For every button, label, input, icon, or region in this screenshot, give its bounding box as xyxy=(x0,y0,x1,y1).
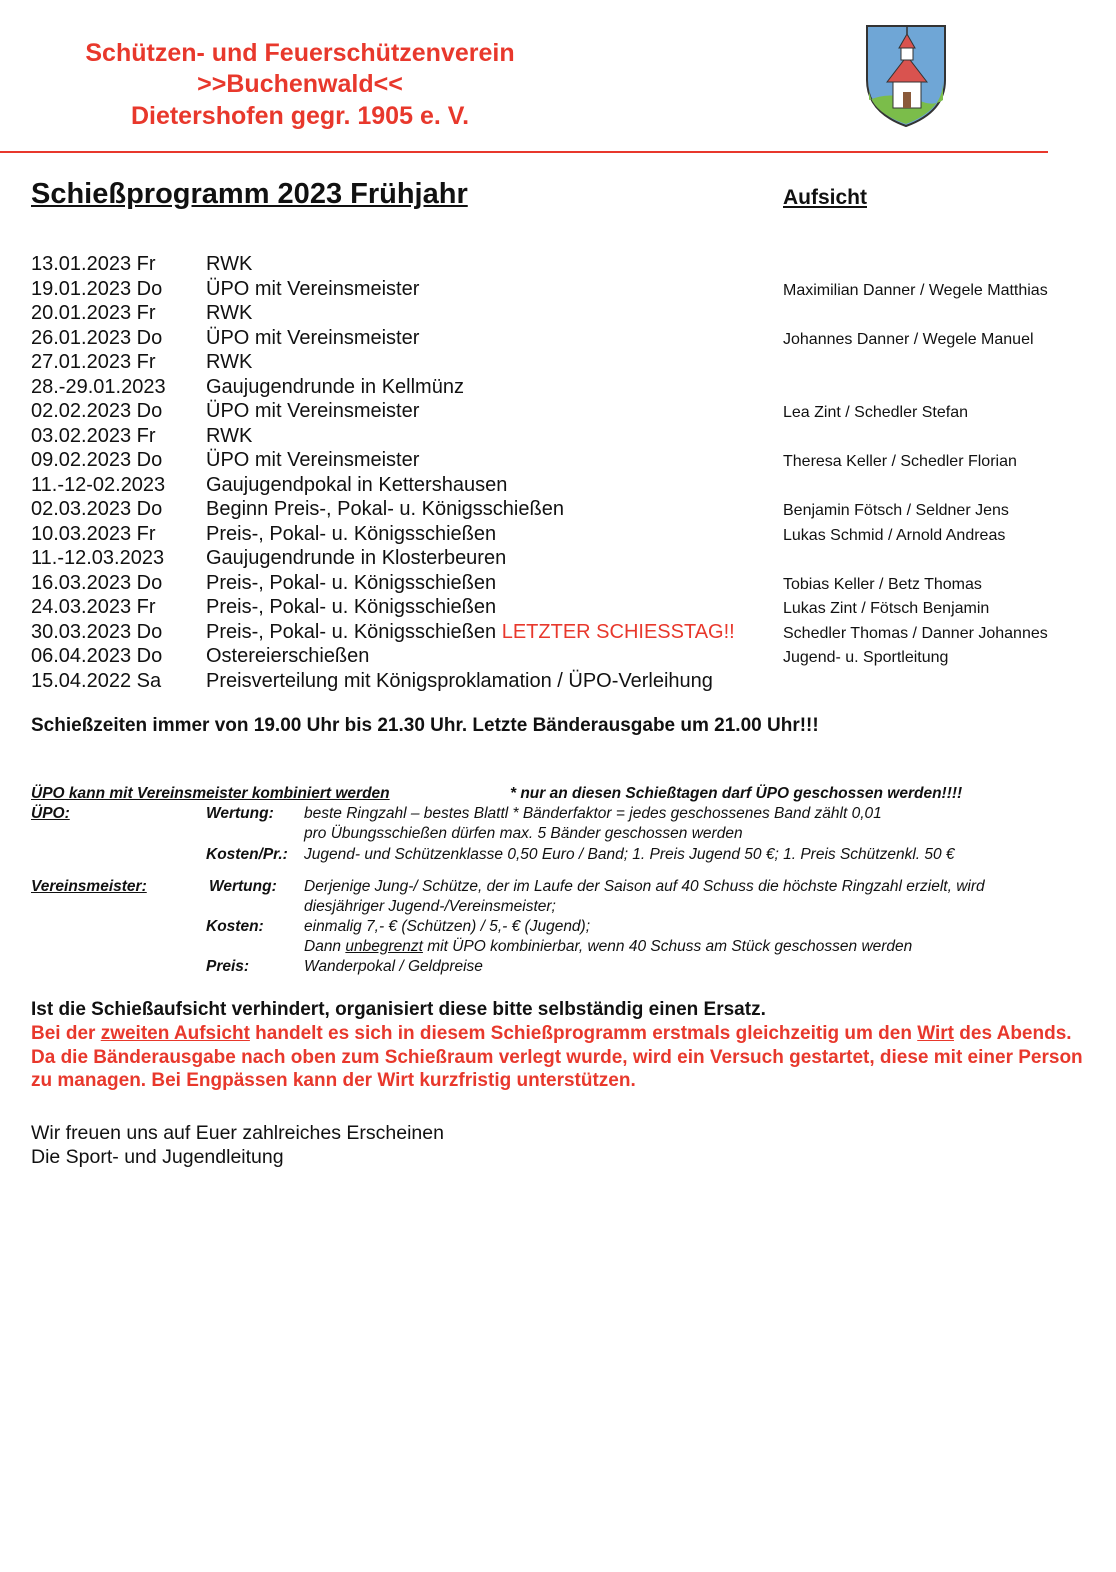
schedule-event-text: Preis-, Pokal- u. Königsschießen xyxy=(206,522,497,545)
schedule-row xyxy=(31,375,1111,400)
schedule-event xyxy=(206,644,369,668)
schedule-supervision: Johannes Danner / Wegele Manuel xyxy=(783,330,1034,348)
schedule-event-text: ÜPO mit Vereinsmeister xyxy=(206,400,420,422)
schedule-event-text: ÜPO mit Vereinsmeister xyxy=(206,326,420,349)
upo-label: ÜPO: xyxy=(31,805,70,822)
schedule-row xyxy=(31,595,1111,620)
supervision-column-header: Aufsicht xyxy=(783,186,867,209)
schedule-row xyxy=(31,546,1111,571)
schedule-event xyxy=(206,252,252,276)
schedule-date: 15.04.2022 Sa xyxy=(31,669,162,692)
combo-note: ÜPO kann mit Vereinsmeister kombiniert werden xyxy=(31,785,390,802)
schedule-date: 03.02.2023 Fr xyxy=(31,424,156,447)
schedule-row xyxy=(31,620,1111,645)
vm-kosten-text-1: einmalig 7,- € (Schützen) / 5,- € (Jugend); xyxy=(304,918,591,935)
schedule-event xyxy=(206,595,496,619)
schedule-row xyxy=(31,301,1111,326)
schedule-event xyxy=(206,522,496,546)
schedule-event-text: Preis-, Pokal- u. Königsschießen xyxy=(206,571,497,594)
schedule-date: 02.03.2023 Do xyxy=(31,498,163,520)
schedule-date: 26.01.2023 Do xyxy=(31,326,163,349)
club-name: Schützen- und Feuerschützenverein xyxy=(85,39,515,67)
schedule-event xyxy=(206,448,419,472)
shooting-times-note: Schießzeiten immer von 19.00 Uhr bis 21.30 Uhr. Letzte Bänderausgabe um 21.00 Uhr!!! xyxy=(31,715,819,736)
schedule-event-text: ÜPO mit Vereinsmeister xyxy=(206,277,420,300)
upo-wertung-text-1: beste Ringzahl – bestes Blattl * Bänderfaktor = jedes geschossenes Band zählt 0,01 xyxy=(304,805,882,822)
schedule-event-text: RWK xyxy=(206,351,253,373)
schedule-row xyxy=(31,571,1111,596)
schedule-row xyxy=(31,399,1111,424)
schedule-event-text: Gaujugendrunde in Klosterbeuren xyxy=(206,547,507,569)
schedule-supervision: Schedler Thomas / Danner Johannes xyxy=(783,624,1048,642)
schedule-event xyxy=(206,669,713,693)
schedule-supervision: Theresa Keller / Schedler Florian xyxy=(783,453,1017,470)
schedule-event-text: Gaujugendpokal in Kettershausen xyxy=(206,473,508,496)
schedule-date: 10.03.2023 Fr xyxy=(31,522,156,545)
schedule-row xyxy=(31,497,1111,522)
schedule-event-text: Preis-, Pokal- u. Königsschießen xyxy=(206,596,497,618)
upo-wertung-label: Wertung: xyxy=(206,805,274,822)
schedule-date: 09.02.2023 Do xyxy=(31,449,163,471)
schedule-event-text: Preis-, Pokal- u. Königsschießen xyxy=(206,620,497,643)
upo-kosten-text: Jugend- und Schützenklasse 0,50 Euro / Band; 1. Preis Jugend 50 €; 1. Preis Schützenkl. 50 € xyxy=(304,846,955,863)
schedule-row xyxy=(31,350,1111,375)
schedule-row xyxy=(31,252,1111,277)
schedule-row xyxy=(31,326,1111,351)
schedule-date: 30.03.2023 Do xyxy=(31,620,163,643)
schedule-date: 02.02.2023 Do xyxy=(31,400,163,422)
schedule-event xyxy=(206,277,419,301)
schedule-supervision: Lea Zint / Schedler Stefan xyxy=(783,404,968,421)
vm-preis-label: Preis: xyxy=(206,958,250,975)
schedule-date: 16.03.2023 Do xyxy=(31,571,163,594)
schedule-supervision: Lukas Zint / Fötsch Benjamin xyxy=(783,600,990,617)
vm-preis-text: Wanderpokal / Geldpreise xyxy=(304,958,483,975)
schedule-date: 06.04.2023 Do xyxy=(31,645,163,667)
vm-kosten-text-2: Dann unbegrenzt mit ÜPO kombinierbar, wenn 40 Schuss am Stück geschossen werden xyxy=(304,938,913,955)
schedule-event-text: RWK xyxy=(206,424,253,447)
schedule-event-text: Gaujugendrunde in Kellmünz xyxy=(206,375,464,398)
schedule-date: 13.01.2023 Fr xyxy=(31,253,156,275)
schedule-event-text: ÜPO mit Vereinsmeister xyxy=(206,449,420,471)
vereinsmeister-label: Vereinsmeister: xyxy=(31,878,147,895)
vm-wertung-label: Wertung: xyxy=(209,878,277,895)
schedule-row xyxy=(31,277,1111,302)
upo-kosten-label: Kosten/Pr.: xyxy=(206,846,288,863)
only-days-note: * nur an diesen Schießtagen darf ÜPO geschossen werden!!!! xyxy=(510,785,963,802)
schedule-date: 28.-29.01.2023 xyxy=(31,375,166,398)
schedule-event xyxy=(206,546,506,570)
schedule-row xyxy=(31,644,1111,669)
schedule-event-text: Ostereierschießen xyxy=(206,645,370,667)
schedule-supervision: Benjamin Fötsch / Seldner Jens xyxy=(783,502,1009,519)
schedule-supervision: Maximilian Danner / Wegele Matthias xyxy=(783,281,1048,299)
second-supervision-notice: Bei der zweiten Aufsicht handelt es sich in diesem Schießprogramm erstmals gleichzeitig um den Wirt des Abends. Da die Bänderausgabe nach oben zum Schießraum verlegt wurde, wird ein Versuch gestartet, diese mit einer Person zu managen. Bei Engpässen kann der Wirt kurzfristig unterstützen. xyxy=(31,1023,1083,1091)
header-divider xyxy=(0,151,1048,153)
schedule-event xyxy=(206,375,464,399)
closing xyxy=(31,1121,444,1169)
vm-kosten-label: Kosten: xyxy=(206,918,264,935)
schedule-row xyxy=(31,669,1111,694)
schedule-event xyxy=(206,620,735,644)
club-nickname: >>Buchenwald<< xyxy=(197,70,403,98)
closing-greeting: Wir freuen uns auf Euer zahlreiches Erscheinen xyxy=(31,1122,444,1144)
schedule-event xyxy=(206,399,419,423)
schedule-date: 19.01.2023 Do xyxy=(31,277,163,300)
schedule-event xyxy=(206,497,564,521)
schedule-date: 11.-12-02.2023 xyxy=(31,473,166,496)
schedule-event xyxy=(206,473,507,497)
schedule-list xyxy=(31,252,1111,693)
schedule-event xyxy=(206,350,252,374)
schedule-row xyxy=(31,424,1111,449)
closing-signature: Die Sport- und Jugendleitung xyxy=(31,1146,284,1168)
page-title: Schießprogramm 2023 Frühjahr xyxy=(31,178,468,210)
schedule-date: 24.03.2023 Fr xyxy=(31,596,156,618)
club-location-founding: Dietershofen gegr. 1905 e. V. xyxy=(130,102,470,130)
schedule-row xyxy=(31,473,1111,498)
schedule-row xyxy=(31,448,1111,473)
schedule-supervision: Lukas Schmid / Arnold Andreas xyxy=(783,526,1006,544)
schedule-event xyxy=(206,326,419,350)
schedule-date: 11.-12.03.2023 xyxy=(31,547,165,569)
upo-wertung-text-2: pro Übungsschießen dürfen max. 5 Bänder geschossen werden xyxy=(304,825,743,842)
schedule-row xyxy=(31,522,1111,547)
last-shooting-day-warning: LETZTER SCHIESSTAG!! xyxy=(501,620,735,643)
vm-wertung-text-2: diesjähriger Jugend-/Vereinsmeister; xyxy=(304,898,556,915)
schedule-event-text: RWK xyxy=(206,302,253,324)
schedule-supervision: Tobias Keller / Betz Thomas xyxy=(783,575,982,593)
schedule-supervision: Jugend- u. Sportleitung xyxy=(783,649,949,666)
schedule-event-text: Beginn Preis-, Pokal- u. Königsschießen xyxy=(206,498,564,520)
vm-wertung-text-1: Derjenige Jung-/ Schütze, der im Laufe der Saison auf 40 Schuss die höchste Ringzahl erzielt, wird xyxy=(304,878,985,895)
schedule-date: 27.01.2023 Fr xyxy=(31,351,156,373)
substitute-notice: Ist die Schießaufsicht verhindert, organisiert diese bitte selbständig einen Ersatz. xyxy=(31,999,766,1020)
schedule-event xyxy=(206,301,252,325)
schedule-event xyxy=(206,571,496,595)
schedule-event xyxy=(206,424,252,448)
club-crest-icon xyxy=(863,20,949,130)
schedule-event-text: Preisverteilung mit Königsproklamation / ÜPO-Verleihung xyxy=(206,669,713,692)
schedule-date: 20.01.2023 Fr xyxy=(31,302,156,324)
schedule-event-text: RWK xyxy=(206,253,253,275)
